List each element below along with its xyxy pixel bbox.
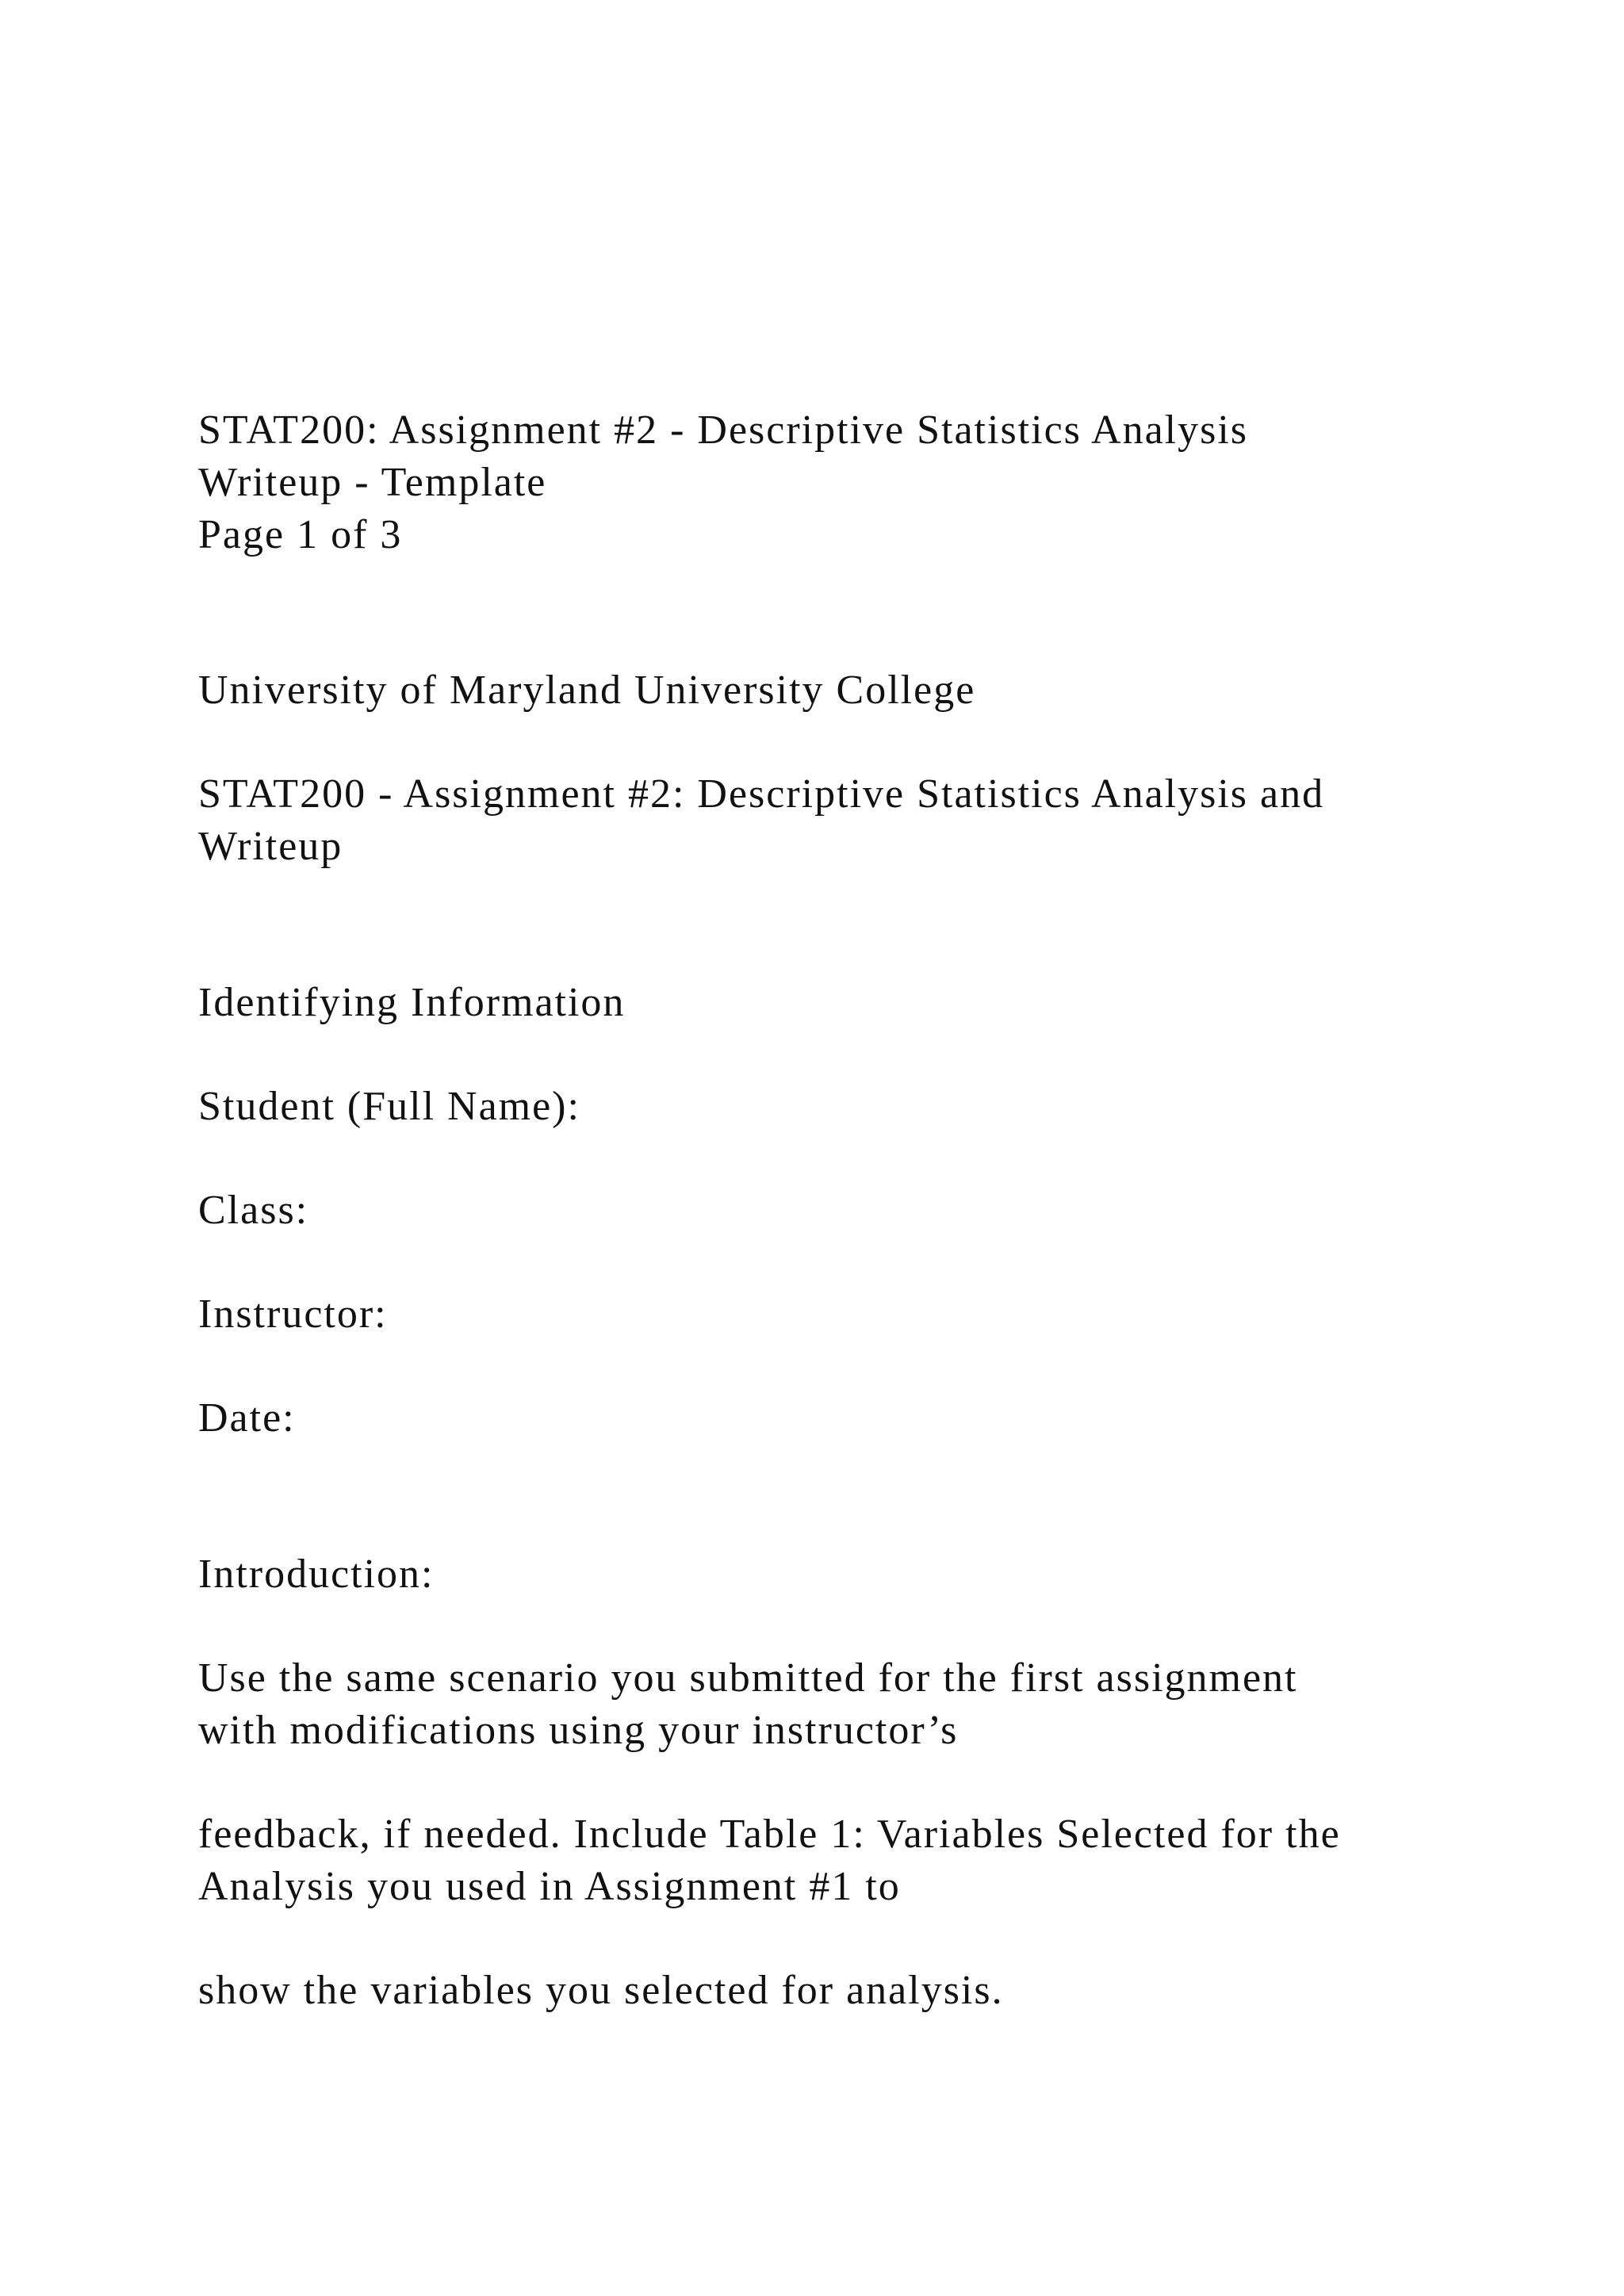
page-indicator: Page 1 of 3 — [198, 512, 403, 557]
introduction-heading-text: Introduction: — [198, 1552, 435, 1597]
class-text: Class: — [198, 1188, 309, 1233]
identifying-information-text: Identifying Information — [198, 980, 626, 1025]
student-name-text: Student (Full Name): — [198, 1084, 580, 1129]
introduction-paragraph-2 — [198, 1808, 1546, 1913]
class-label — [198, 1184, 1546, 1237]
introduction-paragraph-2-line-1: feedback, if needed. Include Table 1: Variables Selected for the — [198, 1812, 1341, 1857]
introduction-heading — [198, 1548, 1546, 1601]
assignment-title-line-1: STAT200 - Assignment #2: Descriptive Statistics Analysis and — [198, 771, 1325, 817]
date-text: Date: — [198, 1395, 296, 1441]
document-header — [198, 404, 1546, 561]
introduction-paragraph-1 — [198, 1652, 1546, 1757]
date-label — [198, 1392, 1546, 1445]
document-title-line-1: STAT200: Assignment #2 - Descriptive Statistics Analysis — [198, 408, 1249, 453]
document-title-line-2: Writeup - Template — [198, 460, 547, 505]
introduction-paragraph-1-line-2: with modifications using your instructor’s — [198, 1708, 959, 1753]
institution-text: University of Maryland University College — [198, 668, 976, 713]
introduction-paragraph-3-line-1: show the variables you selected for analysis. — [198, 1968, 1004, 2013]
assignment-title — [198, 768, 1546, 873]
identifying-information-heading — [198, 977, 1546, 1029]
instructor-label — [198, 1288, 1546, 1341]
student-name-label — [198, 1081, 1546, 1133]
institution-name — [198, 664, 1546, 717]
introduction-paragraph-3 — [198, 1965, 1546, 2017]
introduction-paragraph-2-line-2: Analysis you used in Assignment #1 to — [198, 1864, 901, 1909]
assignment-title-line-2: Writeup — [198, 824, 343, 869]
introduction-paragraph-1-line-1: Use the same scenario you submitted for the first assignment — [198, 1655, 1298, 1701]
instructor-text: Instructor: — [198, 1292, 388, 1337]
